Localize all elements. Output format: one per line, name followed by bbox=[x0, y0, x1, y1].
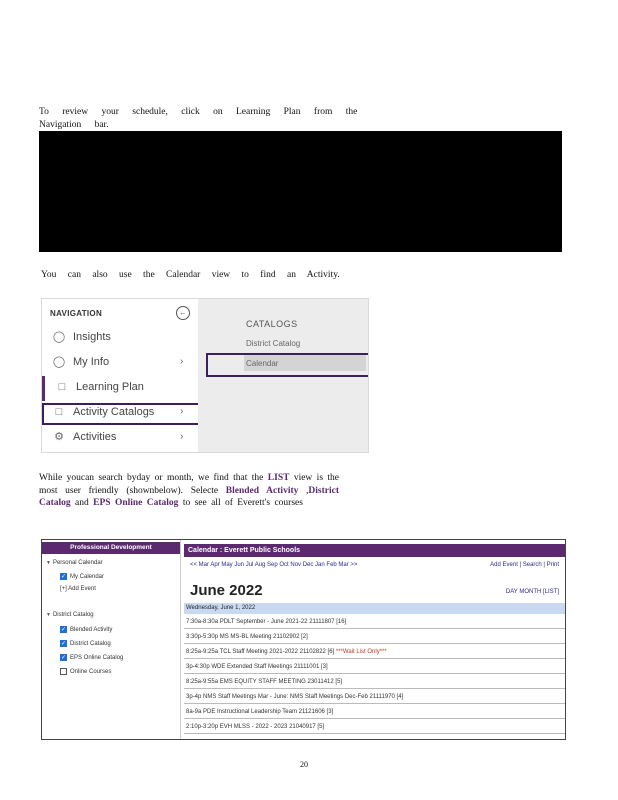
eps-online-catalog-option[interactable] bbox=[60, 654, 123, 661]
nav-item-label: Learning Plan bbox=[76, 381, 144, 393]
blended-activity-option[interactable] bbox=[60, 626, 112, 633]
nav-item-my-info[interactable] bbox=[42, 351, 198, 376]
instruction-paragraph-2: You can also use the Calendar view to find an Activity. bbox=[41, 270, 340, 280]
event-text[interactable]: 3p-4:30p WDE Extended Staff Meetings 21111001 [3] bbox=[186, 664, 328, 670]
collapse-icon[interactable]: ← bbox=[176, 306, 190, 320]
chevron-right-icon: › bbox=[180, 406, 184, 417]
book-icon: □ bbox=[55, 406, 63, 418]
text-segment: and bbox=[70, 498, 94, 508]
option-label: District Catalog bbox=[70, 641, 111, 648]
checkbox-checked-icon[interactable]: ✓ bbox=[61, 574, 67, 580]
clipboard-icon: □ bbox=[58, 381, 66, 393]
district-catalog-section[interactable] bbox=[46, 612, 94, 618]
catalog-item-calendar[interactable]: Calendar bbox=[246, 359, 279, 368]
event-text[interactable]: 3:30p-5:30p MS MS-BL Meeting 21102902 [2] bbox=[186, 634, 308, 640]
text-segment: , bbox=[298, 485, 309, 496]
option-label: EPS Online Catalog bbox=[70, 655, 124, 662]
keyword-district-catalog: District Catalog bbox=[39, 485, 340, 508]
event-text[interactable]: 2:10p-3:20p EVH MLSS - 2022 - 2023 21040917 [5] bbox=[186, 724, 325, 730]
my-calendar-option[interactable] bbox=[60, 573, 104, 580]
wait-list-note: ***Wait List Only*** bbox=[334, 649, 387, 655]
redacted-screenshot bbox=[39, 131, 562, 252]
text-segment: view is the most user friendly (shownbelow). Selecte bbox=[39, 473, 340, 496]
nav-item-label: Activities bbox=[73, 431, 117, 443]
nav-item-label: Insights bbox=[73, 331, 111, 343]
keyword-eps-online-catalog: EPS Online Catalog bbox=[93, 498, 179, 508]
instruction-paragraph-1: To review your schedule, click on Learning Plan from the Navigation bar. bbox=[39, 107, 358, 130]
event-text[interactable]: 3p-4p NMS Staff Meetings Mar - June: NMS Staff Meetings Dec-Feb 21111970 [4] bbox=[186, 694, 404, 700]
section-label: District Catalog bbox=[52, 612, 94, 618]
calendar-title: June 2022 bbox=[190, 582, 263, 599]
option-label: Blended Activity bbox=[70, 627, 113, 634]
online-courses-option[interactable] bbox=[60, 668, 111, 675]
checkbox-checked-icon[interactable]: ✓ bbox=[61, 641, 67, 647]
month-navigation[interactable]: << Mar Apr May Jun Jul Aug Sep Oct Nov Dec Jan Feb Mar >> bbox=[190, 562, 358, 568]
person-icon: ◯ bbox=[52, 356, 66, 368]
option-label: My Calendar bbox=[70, 574, 105, 581]
navigation-screenshot bbox=[41, 298, 369, 453]
personal-calendar-section[interactable] bbox=[46, 560, 103, 566]
collapse-triangle-icon: ▼ bbox=[46, 612, 51, 618]
chevron-right-icon: › bbox=[180, 356, 184, 367]
catalog-item-district[interactable]: District Catalog bbox=[246, 339, 301, 348]
checkbox-unchecked-icon[interactable] bbox=[60, 668, 67, 675]
calendar-screenshot bbox=[41, 539, 566, 740]
nav-item-label: My Info bbox=[73, 356, 110, 368]
navigation-panel bbox=[42, 299, 198, 452]
collapse-triangle-icon: ▼ bbox=[46, 560, 51, 566]
text-segment: to see all of Everett's courses bbox=[178, 498, 303, 508]
nav-item-label: Activity Catalogs bbox=[73, 406, 155, 418]
event-row[interactable] bbox=[184, 705, 565, 719]
calendar-highlight-box bbox=[206, 353, 369, 377]
district-catalog-option[interactable] bbox=[60, 640, 111, 647]
event-row[interactable] bbox=[184, 645, 565, 659]
instruction-paragraph-3 bbox=[39, 472, 339, 510]
nav-item-learning-plan[interactable] bbox=[42, 376, 201, 401]
event-row[interactable] bbox=[184, 690, 565, 704]
view-switcher[interactable]: DAY MONTH [LIST] bbox=[505, 589, 559, 595]
event-row[interactable] bbox=[184, 675, 565, 689]
option-label: Online Courses bbox=[70, 669, 112, 676]
navigation-title: NAVIGATION bbox=[50, 309, 103, 318]
add-event-link[interactable]: [+] Add Event bbox=[60, 586, 96, 592]
checkbox-checked-icon[interactable]: ✓ bbox=[61, 627, 67, 633]
event-text[interactable]: 8:25a-9:25a TCL Staff Meeting 2021-2022 21102822 [6] bbox=[186, 649, 335, 655]
calendar-sidebar bbox=[42, 540, 181, 739]
event-row[interactable] bbox=[184, 630, 565, 644]
nav-item-insights[interactable] bbox=[42, 326, 198, 351]
text-segment: While youcan search byday or month, we find that the bbox=[39, 473, 268, 483]
catalogs-title: CATALOGS bbox=[246, 319, 298, 329]
event-text[interactable]: 8a-9a PDE Instructional Leadership Team 21121606 [3] bbox=[186, 709, 334, 715]
sidebar-title: Professional Development bbox=[42, 542, 180, 554]
event-text[interactable]: 8:25a-9:55a EMS EQUITY STAFF MEETING 23011412 [5] bbox=[186, 679, 343, 685]
checkbox-checked-icon[interactable]: ✓ bbox=[61, 655, 67, 661]
chevron-right-icon: › bbox=[180, 431, 184, 442]
activity-catalogs-highlight bbox=[42, 403, 204, 425]
event-text[interactable]: 7:30a-8:30a PDLT September - June 2021-22 21111807 [16] bbox=[186, 619, 347, 625]
event-row[interactable] bbox=[184, 615, 565, 629]
event-row[interactable] bbox=[184, 660, 565, 674]
page-number: 20 bbox=[300, 760, 308, 769]
keyword-blended-activity: Blended Activity bbox=[225, 485, 299, 496]
event-row[interactable] bbox=[184, 720, 565, 734]
keyword-list: LIST bbox=[267, 473, 290, 483]
calendar-header: Calendar : Everett Public Schools bbox=[184, 544, 565, 557]
calendar-main bbox=[184, 540, 565, 739]
nav-item-activities[interactable] bbox=[42, 426, 198, 451]
calendar-actions[interactable]: Add Event | Search | Print bbox=[490, 562, 559, 568]
day-header: Wednesday, June 1, 2022 bbox=[184, 603, 565, 614]
lightbulb-icon: ◯ bbox=[52, 331, 66, 343]
gear-icon: ⚙ bbox=[54, 431, 64, 443]
section-label: Personal Calendar bbox=[52, 560, 103, 566]
